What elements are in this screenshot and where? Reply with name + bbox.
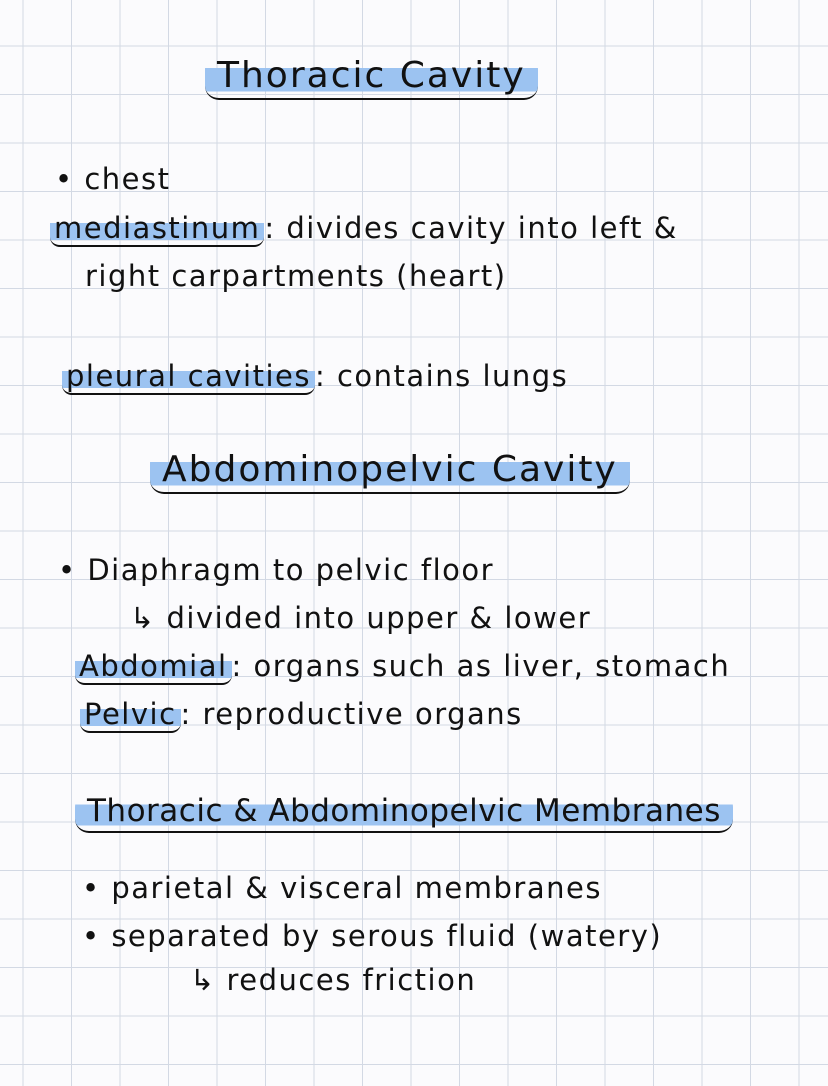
term-pleural-cavities: pleural cavities xyxy=(62,359,315,395)
bullet-serous-fluid: • separated by serous fluid (watery) xyxy=(82,919,663,953)
mediastinum-definition: : divides cavity into left & xyxy=(264,211,678,245)
pleural-definition: : contains lungs xyxy=(314,359,569,393)
heading-thoracic-cavity xyxy=(205,55,538,96)
sub-reduces-friction: ↳ reduces friction xyxy=(190,963,477,997)
bullet-diaphragm: • Diaphragm to pelvic floor xyxy=(58,553,495,587)
heading-text: Thoracic Cavity xyxy=(205,55,538,100)
term-mediastinum: mediastinum xyxy=(50,211,264,247)
pleural-line xyxy=(62,359,569,393)
bullet-chest: • chest xyxy=(55,162,171,196)
pelvic-definition: : reproductive organs xyxy=(180,697,523,731)
pelvic-line xyxy=(80,697,523,731)
mediastinum-line xyxy=(50,211,678,245)
term-abdomial: Abdomial xyxy=(75,649,232,685)
mediastinum-definition-cont: right carpartments (heart) xyxy=(85,259,507,293)
term-pelvic: Pelvic xyxy=(80,697,181,733)
sub-divided: ↳ divided into upper & lower xyxy=(130,601,592,635)
heading-text: Thoracic & Abdominopelvic Membranes xyxy=(75,793,733,833)
heading-text: Abdominopelvic Cavity xyxy=(150,449,630,494)
abdomial-line xyxy=(75,649,731,683)
heading-membranes xyxy=(75,793,733,829)
heading-abdominopelvic-cavity xyxy=(150,449,630,490)
abdomial-definition: : organs such as liver, stomach xyxy=(231,649,731,683)
bullet-parietal-visceral: • parietal & visceral membranes xyxy=(82,871,602,905)
